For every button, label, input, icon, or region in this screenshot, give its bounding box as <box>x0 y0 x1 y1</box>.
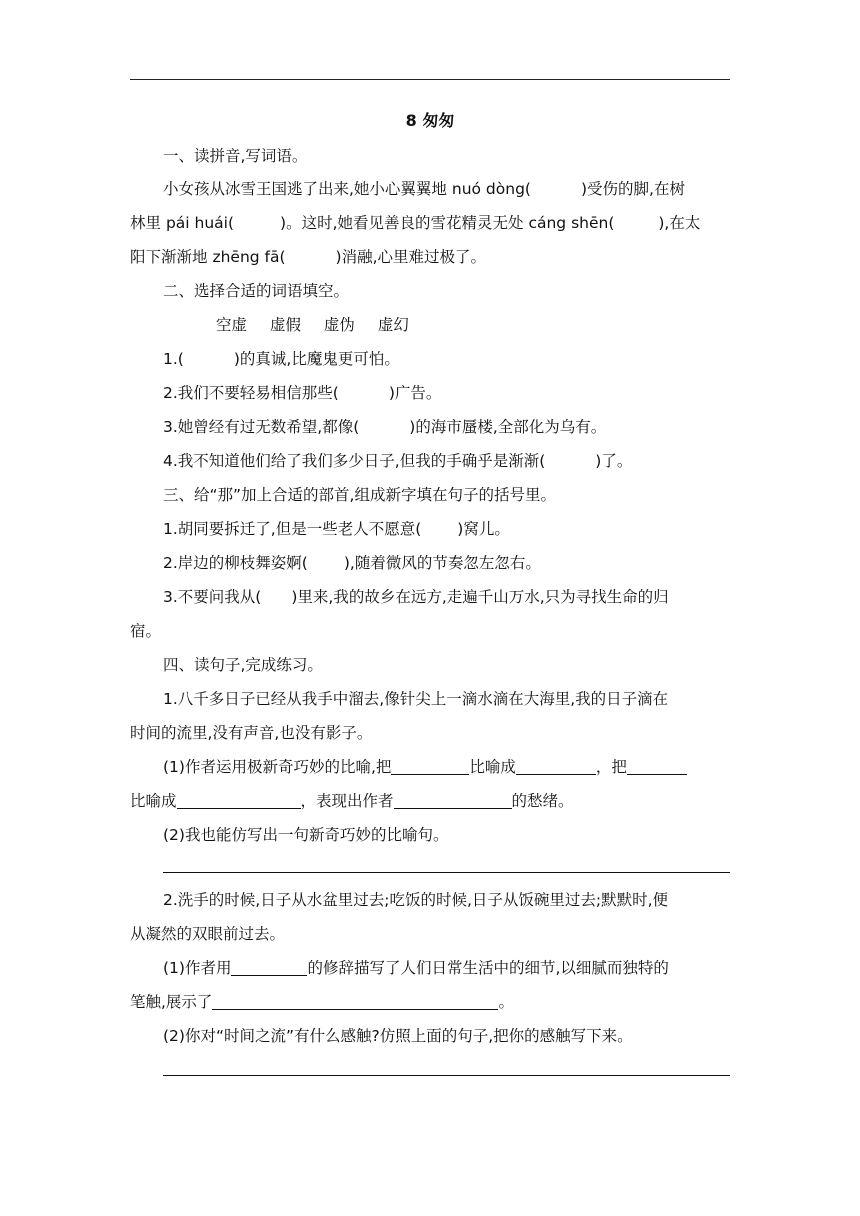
section1-line1 <box>130 172 730 206</box>
question-text: 。 <box>498 993 514 1011</box>
question-text: 2.我们不要轻易相信那些( <box>163 384 339 402</box>
section1-text: 小女孩从冰雪王国逃了出来,她小心翼翼地 <box>163 180 447 198</box>
pinyin-zheng-fa: zhēng fā( <box>212 248 286 266</box>
question-text: (1)作者用 <box>163 959 232 977</box>
word-option: 空虚 <box>216 316 248 334</box>
section2-q3 <box>130 410 730 444</box>
question-text: 3.她曾经有过无数希望,都像( <box>163 418 360 436</box>
passage1-q1-line1 <box>130 750 730 784</box>
section1-text: )消融,心里难过极了。 <box>335 248 487 266</box>
section1-text: ),在太 <box>658 214 701 232</box>
section3-q3 <box>130 580 730 614</box>
pinyin-cang-shen: cáng shēn( <box>528 214 615 232</box>
fill-line[interactable] <box>212 994 498 1011</box>
passage2-q1-line2 <box>130 985 730 1019</box>
section2-heading: 二、选择合适的词语填空。 <box>163 282 350 300</box>
passage2-line1: 2.洗手的时候,日子从水盆里过去;吃饭的时候,日子从饭碗里过去;默默时,便 <box>163 891 669 909</box>
question-text: )了。 <box>595 452 633 470</box>
section3-q3-cont: 宿。 <box>130 622 162 640</box>
fill-line[interactable] <box>627 759 687 776</box>
section3-heading: 三、给“那”加上合适的部首,组成新字填在句子的括号里。 <box>163 486 556 504</box>
answer-line[interactable] <box>163 1075 730 1076</box>
question-text: )的海市蜃楼,全部化为乌有。 <box>409 418 607 436</box>
question-text: 1.( <box>163 350 184 368</box>
passage1-q1-line2 <box>130 784 730 818</box>
passage2-q1-line1 <box>130 951 730 985</box>
word-option: 虚伪 <box>323 316 355 334</box>
question-text: ，把 <box>595 758 627 776</box>
question-text: 比喻成 <box>469 758 516 776</box>
page-title: 8 匆匆 <box>405 111 455 130</box>
answer-line[interactable] <box>163 872 730 873</box>
question-text: 比喻成 <box>130 792 177 810</box>
section1-text: 林里 <box>130 214 162 232</box>
header-rule <box>130 79 730 80</box>
pinyin-nuo-dong: nuó dòng( <box>451 180 531 198</box>
question-text: ),随着微风的节奏忽左忽右。 <box>343 554 541 572</box>
fill-line[interactable] <box>394 793 512 810</box>
section1-line2 <box>130 206 730 240</box>
question-text: )里来,我的故乡在远方,走遍千山万水,只为寻找生命的归 <box>291 588 669 606</box>
section4-heading: 四、读句子,完成练习。 <box>163 656 323 674</box>
section1-text: 阳下渐渐地 <box>130 248 208 266</box>
section3-q2 <box>130 546 730 580</box>
passage1-line1: 1.八千多日子已经从我手中溜去,像针尖上一滴水滴在大海里,我的日子滴在 <box>163 690 669 708</box>
question-text: 2.岸边的柳枝舞姿婀( <box>163 554 308 572</box>
question-text: ，表现出作者 <box>300 792 394 810</box>
fill-line[interactable] <box>391 759 469 776</box>
fill-line[interactable] <box>177 793 301 810</box>
question-text: )的真诚,比魔鬼更可怕。 <box>233 350 400 368</box>
question-text: 4.我不知道他们给了我们多少日子,但我的手确乎是渐渐( <box>163 452 546 470</box>
section1-text: )。这时,她看见善良的雪花精灵无处 <box>280 214 524 232</box>
question-text: )窝儿。 <box>457 520 510 538</box>
question-text: (1)作者运用极新奇巧妙的比喻,把 <box>163 758 392 776</box>
section2-q4 <box>130 444 730 478</box>
question-text: 1.胡同要拆迁了,但是一些老人不愿意( <box>163 520 422 538</box>
section1-text: )受伤的脚,在树 <box>580 180 685 198</box>
word-bank <box>130 308 816 342</box>
question-text: 的修辞描写了人们日常生活中的细节,以细腻而独特的 <box>307 959 669 977</box>
section3-q1 <box>130 512 730 546</box>
passage2-line2: 从凝然的双眼前过去。 <box>130 925 286 943</box>
question-text: 笔触,展示了 <box>130 993 213 1011</box>
question-text: 3.不要问我从( <box>163 588 262 606</box>
section1-line3 <box>130 240 730 274</box>
passage1-q2: (2)我也能仿写出一句新奇巧妙的比喻句。 <box>163 826 449 844</box>
section2-q1 <box>130 342 730 376</box>
word-option: 虚幻 <box>377 316 409 334</box>
pinyin-pai-huai: pái huái( <box>165 214 235 232</box>
question-text: )广告。 <box>388 384 442 402</box>
fill-line[interactable] <box>516 759 596 776</box>
section1-heading: 一、读拼音,写词语。 <box>163 147 308 165</box>
passage2-q2: (2)你对“时间之流”有什么感触?仿照上面的句子,把你的感触写下来。 <box>163 1027 633 1045</box>
question-text: 的愁绪。 <box>511 792 574 810</box>
passage1-line2: 时间的流里,没有声音,也没有影子。 <box>130 724 373 742</box>
fill-line[interactable] <box>231 960 307 977</box>
word-option: 虚假 <box>269 316 301 334</box>
section2-q2 <box>130 376 730 410</box>
